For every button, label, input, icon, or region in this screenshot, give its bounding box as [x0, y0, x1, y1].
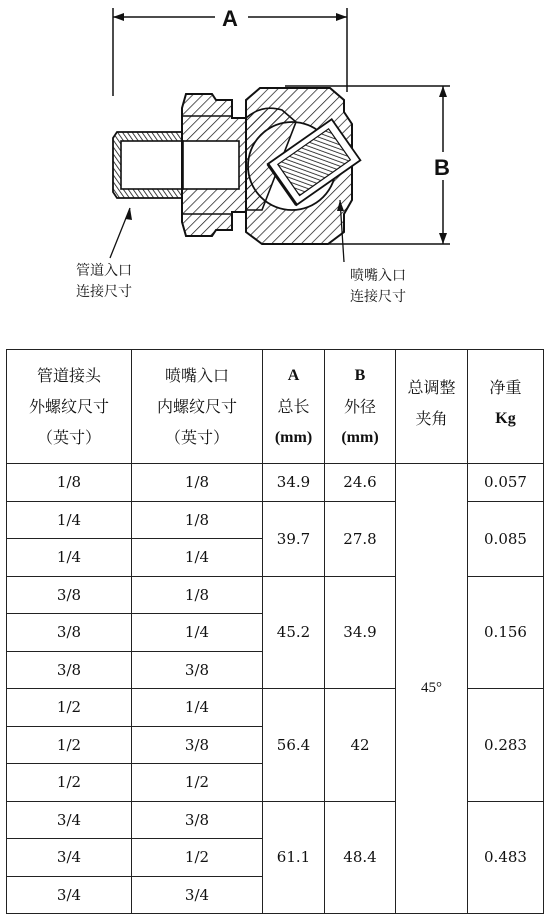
- spec-table: [6, 349, 544, 914]
- nozzle-thread-cell: 1/8: [132, 501, 263, 539]
- nozzle-thread-cell: 1/4: [132, 614, 263, 652]
- nozzle-thread-cell: 1/8: [132, 576, 263, 614]
- table-row: [7, 464, 544, 502]
- dimension-a: [113, 6, 347, 96]
- pipe-thread-cell: 3/4: [7, 801, 132, 839]
- length-cell: 39.7: [263, 501, 325, 576]
- header-length-a: A 总长 (mm): [263, 350, 325, 464]
- pipe-thread-cell: 3/8: [7, 651, 132, 689]
- nozzle-inlet-label-line1: 喷嘴入口: [350, 268, 406, 284]
- header-pipe-thread: 管道接头 外螺纹尺寸 （英寸）: [7, 350, 132, 464]
- header-weight: 净重 Kg: [468, 350, 544, 464]
- pipe-thread-cell: 3/4: [7, 839, 132, 877]
- nozzle-thread-cell: 1/8: [132, 464, 263, 502]
- header-diameter-b: B 外径 (mm): [325, 350, 396, 464]
- pipe-thread-cell: 1/2: [7, 726, 132, 764]
- pipe-stub: [113, 132, 183, 198]
- nozzle-thread-cell: 3/8: [132, 651, 263, 689]
- weight-cell: 0.483: [468, 801, 544, 914]
- angle-cell: 45°: [396, 464, 468, 914]
- diameter-cell: 48.4: [325, 801, 396, 914]
- nozzle-thread-cell: 1/4: [132, 689, 263, 727]
- pipe-inlet-label-line1: 管道入口: [76, 263, 132, 279]
- nozzle-thread-cell: 1/2: [132, 764, 263, 802]
- nozzle-inlet-label-line2: 连接尺寸: [350, 289, 406, 305]
- pipe-thread-cell: 3/8: [7, 576, 132, 614]
- length-cell: 61.1: [263, 801, 325, 914]
- fitting-body: [182, 94, 246, 236]
- header-row: [7, 350, 544, 464]
- nozzle-thread-cell: 3/8: [132, 726, 263, 764]
- nozzle-thread-cell: 1/4: [132, 539, 263, 577]
- weight-cell: 0.156: [468, 576, 544, 689]
- pipe-thread-cell: 1/8: [7, 464, 132, 502]
- weight-cell: 0.283: [468, 689, 544, 802]
- nozzle-thread-cell: 1/2: [132, 839, 263, 877]
- pipe-thread-cell: 1/2: [7, 689, 132, 727]
- dimension-a-label: A: [222, 6, 238, 31]
- dimension-b-label: B: [434, 155, 450, 180]
- pipe-thread-cell: 3/8: [7, 614, 132, 652]
- weight-cell: 0.057: [468, 464, 544, 502]
- pipe-thread-cell: 3/4: [7, 876, 132, 914]
- length-cell: 34.9: [263, 464, 325, 502]
- diameter-cell: 42: [325, 689, 396, 802]
- pipe-thread-cell: 1/4: [7, 501, 132, 539]
- length-cell: 56.4: [263, 689, 325, 802]
- pipe-thread-cell: 1/4: [7, 539, 132, 577]
- pipe-inlet-label-line2: 连接尺寸: [76, 284, 132, 300]
- nozzle-thread-cell: 3/4: [132, 876, 263, 914]
- diameter-cell: 24.6: [325, 464, 396, 502]
- nozzle-thread-cell: 3/8: [132, 801, 263, 839]
- length-cell: 45.2: [263, 576, 325, 689]
- pipe-thread-cell: 1/2: [7, 764, 132, 802]
- fitting-drawing: [0, 0, 550, 330]
- header-nozzle-thread: 喷嘴入口 内螺纹尺寸 （英寸）: [132, 350, 263, 464]
- diameter-cell: 34.9: [325, 576, 396, 689]
- diameter-cell: 27.8: [325, 501, 396, 576]
- weight-cell: 0.085: [468, 501, 544, 576]
- header-angle: 总调整 夹角: [396, 350, 468, 464]
